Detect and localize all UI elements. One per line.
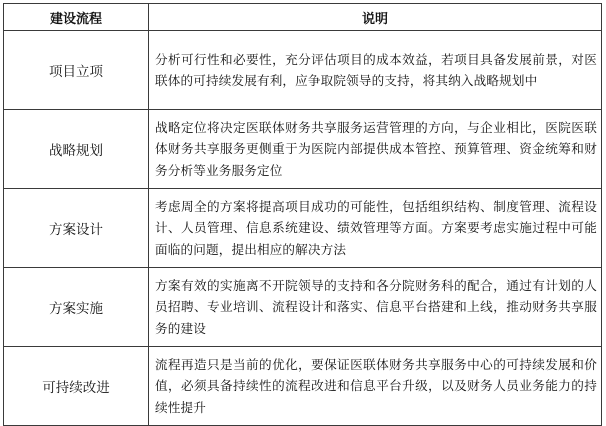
stage-cell: 项目立项 <box>4 31 149 110</box>
stage-cell: 方案设计 <box>4 189 149 268</box>
table-row <box>4 268 602 347</box>
stage-cell: 战略规划 <box>4 110 149 189</box>
header-description: 说明 <box>149 4 602 31</box>
header-stage: 建设流程 <box>4 4 149 31</box>
table-header-row <box>4 4 602 31</box>
table-row <box>4 31 602 110</box>
stage-cell: 可持续改进 <box>4 347 149 426</box>
description-cell: 流程再造只是当前的优化，要保证医联体财务共享服务中心的可持续发展和价值，必须具备持续性的流程改进和信息平台升级，以及财务人员业务能力的持续性提升 <box>149 347 602 426</box>
process-table <box>3 3 602 426</box>
stage-cell: 方案实施 <box>4 268 149 347</box>
description-cell: 战略定位将决定医联体财务共享服务运营管理的方向，与企业相比，医院医联体财务共享服务更侧重于为医院内部提供成本管控、预算管理、资金统筹和财务分析等业务服务定位 <box>149 110 602 189</box>
process-table-container <box>3 3 601 426</box>
description-cell: 考虑周全的方案将提高项目成功的可能性，包括组织结构、制度管理、流程设计、人员管理、信息系统建设、绩效管理等方面。方案要考虑实施过程中可能面临的问题，提出相应的解决方法 <box>149 189 602 268</box>
table-row <box>4 347 602 426</box>
table-row <box>4 110 602 189</box>
description-cell: 分析可行性和必要性，充分评估项目的成本效益，若项目具备发展前景，对医联体的可持续发展有利，应争取院领导的支持，将其纳入战略规划中 <box>149 31 602 110</box>
table-row <box>4 189 602 268</box>
description-cell: 方案有效的实施离不开院领导的支持和各分院财务科的配合，通过有计划的人员招聘、专业培训、流程设计和落实、信息平台搭建和上线，推动财务共享服务的建设 <box>149 268 602 347</box>
